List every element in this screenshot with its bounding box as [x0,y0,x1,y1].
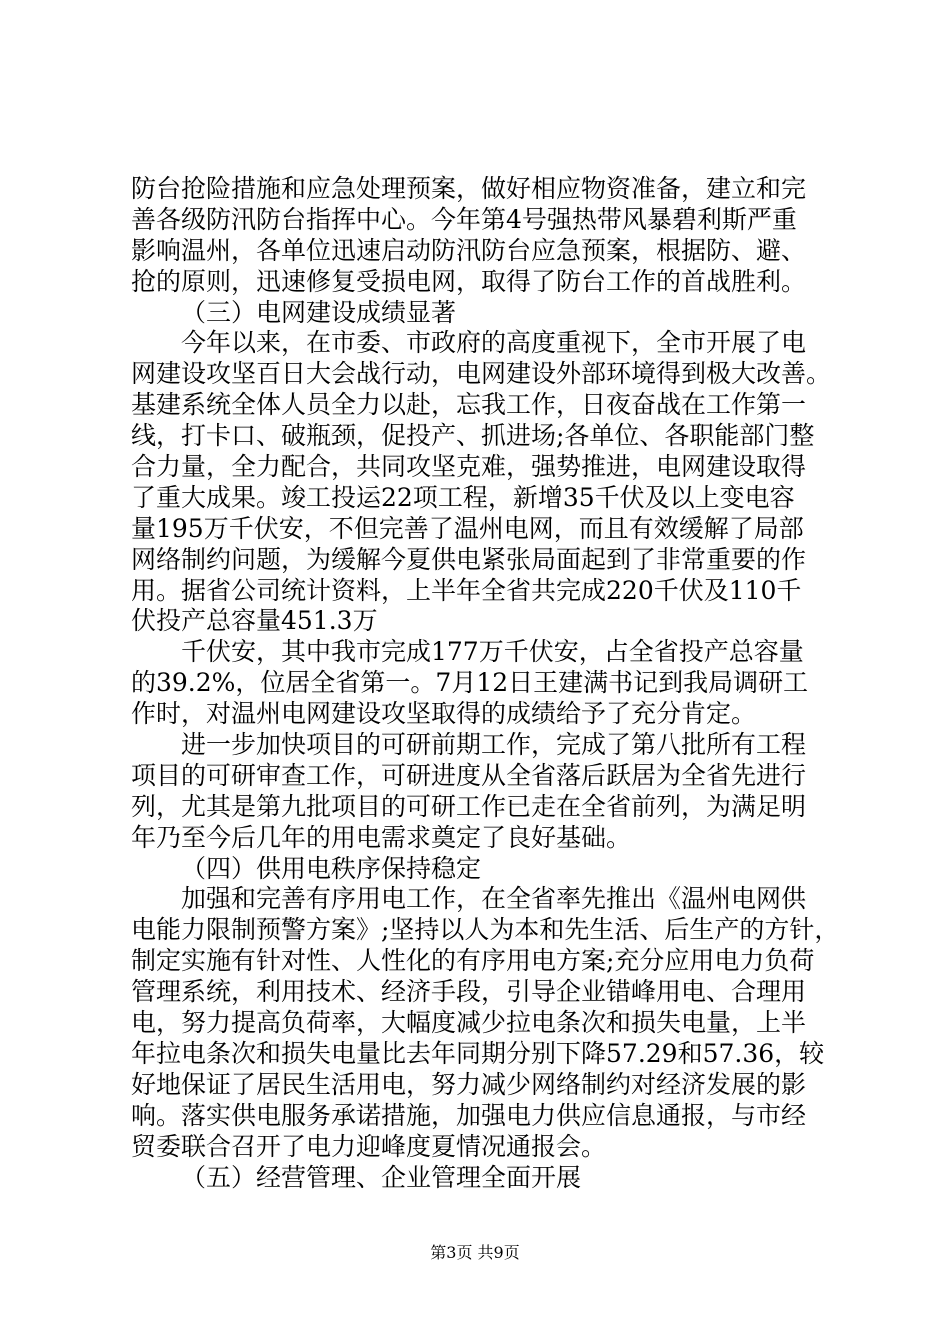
text-line: 千伏安，其中我市完成177万千伏安，占全省投产总容量 [181,637,804,667]
document-body [131,174,840,1193]
text-line: （四）供用电秩序保持稳定 [181,853,482,883]
text-line: （五）经营管理、企业管理全面开展 [181,1162,582,1192]
text-line: 作时，对温州电网建设攻坚取得的成绩给予了充分肯定。 [131,699,757,729]
text-line: 网络制约问题，为缓解今夏供电紧张局面起到了非常重要的作 [131,544,807,574]
text-line: 进一步加快项目的可研前期工作，完成了第八批所有工程 [181,730,807,760]
text-line: 的39.2%，位居全省第一。7月12日王建满书记到我局调研工 [131,668,809,698]
text-line: 管理系统，利用技术、经济手段，引导企业错峰用电、合理用 [131,977,807,1007]
text-line: 今年以来，在市委、市政府的高度重视下，全市开展了电 [181,328,807,358]
text-line: 用。据省公司统计资料，上半年全省共完成220千伏及110千 [131,575,802,605]
text-line: （三）电网建设成绩显著 [181,297,457,327]
text-line: 加强和完善有序用电工作，在全省率先推出《温州电网供 [181,884,807,914]
text-line: 线，打卡口、破瓶颈，促投产、抓进场;各单位、各职能部门整 [131,421,815,451]
text-line: 列，尤其是第九批项目的可研工作已走在全省前列，为满足明 [131,791,807,821]
text-line: 伏投产总容量451.3万 [131,606,378,636]
text-line: 电，努力提高负荷率，大幅度减少拉电条次和损失电量，上半 [131,1008,807,1038]
text-line: 基建系统全体人员全力以赴，忘我工作，日夜奋战在工作第一 [131,390,807,420]
text-line: 了重大成果。竣工投运22项工程，新增35千伏及以上变电容 [131,482,795,512]
text-line: 好地保证了居民生活用电，努力减少网络制约对经济发展的影 [131,1069,807,1099]
page-footer: 第3页 共9页 [430,1243,520,1262]
text-line: 量195万千伏安，不但完善了温州电网，而且有效缓解了局部 [131,513,804,543]
text-line: 响。落实供电服务承诺措施，加强电力供应信息通报，与市经 [131,1100,807,1130]
text-line: 年拉电条次和损失电量比去年同期分别下降57.29和57.36，较 [131,1038,825,1068]
text-line: 项目的可研审查工作，可研进度从全省落后跃居为全省先进行 [131,760,807,790]
text-line: 电能力限制预警方案》;坚持以人为本和先生活、后生产的方针， [131,915,840,945]
text-line: 合力量，全力配合，共同攻坚克难，强势推进，电网建设取得 [131,452,807,482]
text-line: 抢的原则，迅速修复受损电网，取得了防台工作的首战胜利。 [131,266,807,296]
text-line: 贸委联合召开了电力迎峰度夏情况通报会。 [131,1131,607,1161]
text-line: 制定实施有针对性、人性化的有序用电方案;充分应用电力负荷 [131,946,815,976]
text-line: 影响温州，各单位迅速启动防汛防台应急预案，根据防、避、 [131,235,807,265]
text-line: 网建设攻坚百日大会战行动，电网建设外部环境得到极大改善。 [131,359,832,389]
text-line: 防台抢险措施和应急处理预案，做好相应物资准备，建立和完 [131,174,807,203]
text-line: 年乃至今后几年的用电需求奠定了良好基础。 [131,822,632,852]
text-line: 善各级防汛防台指挥中心。今年第4号强热带风暴碧利斯严重 [131,204,797,234]
